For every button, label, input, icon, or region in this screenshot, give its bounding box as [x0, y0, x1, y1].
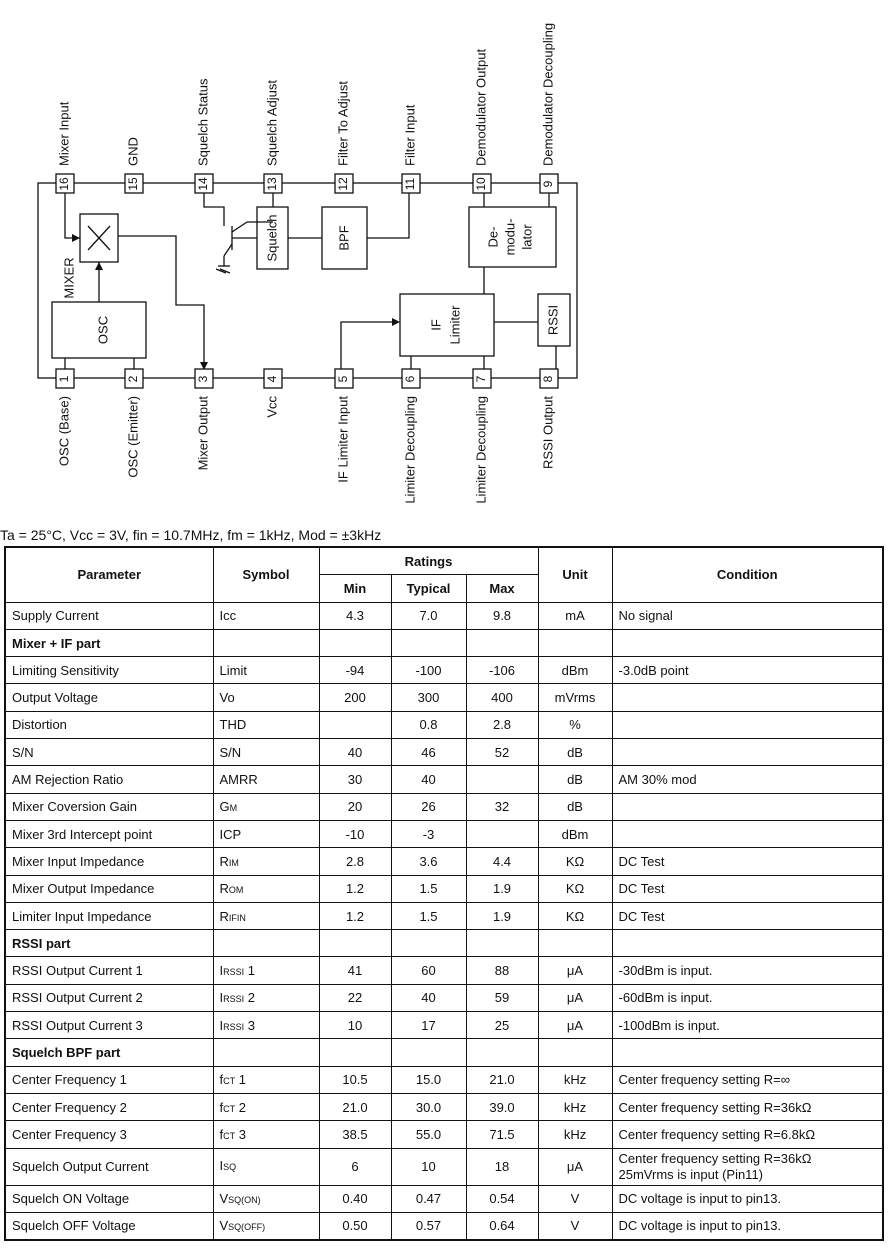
table-row	[5, 930, 883, 957]
condition-cell	[612, 984, 883, 1011]
symbol-cell	[213, 1148, 319, 1185]
pin-1-number: 1	[57, 375, 72, 383]
condition-cell	[612, 1121, 883, 1148]
min-cell: 6	[319, 1148, 391, 1185]
unit-cell: KΩ	[538, 875, 612, 902]
table-row	[5, 1066, 883, 1093]
pin-9-number: 9	[541, 180, 556, 188]
header-unit: Unit	[538, 547, 612, 602]
typical-cell: 26	[391, 793, 466, 820]
max-cell: 32	[466, 793, 538, 820]
max-cell: 4.4	[466, 848, 538, 875]
unit-cell: μA	[538, 1148, 612, 1185]
pin-7-number: 7	[474, 375, 489, 383]
min-cell: 10.5	[319, 1066, 391, 1093]
symbol-cell	[213, 1093, 319, 1120]
parameter-cell: Mixer 3rd Intercept point	[5, 820, 213, 847]
min-cell: 2.8	[319, 848, 391, 875]
parameter-cell: RSSI Output Current 3	[5, 1012, 213, 1039]
unit-cell: dBm	[538, 657, 612, 684]
pin-6-label: Limiter Decoupling	[402, 396, 418, 504]
parameter-cell: Mixer Coversion Gain	[5, 793, 213, 820]
max-cell: 9.8	[466, 602, 538, 629]
min-cell: 0.50	[319, 1212, 391, 1240]
parameter-cell: Distortion	[5, 711, 213, 738]
typical-cell: 40	[391, 984, 466, 1011]
symbol-main: I	[219, 1017, 224, 1033]
condition-text: Center frequency setting R=6.8kΩ	[618, 1126, 816, 1142]
condition-text: DC voltage is input to pin13.	[618, 1191, 782, 1207]
typical-cell: -100	[391, 657, 466, 684]
condition-cell	[612, 793, 883, 820]
electrical-characteristics-table	[4, 546, 884, 1241]
typical-cell: 55.0	[391, 1121, 466, 1148]
empty-cell	[538, 629, 612, 656]
unit-cell: μA	[538, 957, 612, 984]
symbol-cell	[213, 875, 319, 902]
demodulator-label-1: De-	[485, 226, 501, 248]
header-min: Min	[319, 575, 391, 602]
pin-10-label: Demodulator Output	[473, 48, 489, 166]
condition-text: AM 30% mod	[618, 772, 697, 788]
symbol-subscript: RSSI	[223, 994, 245, 1005]
pin-4-label: Vcc	[264, 396, 280, 418]
symbol-main: f	[219, 1099, 224, 1115]
typical-cell: 1.5	[391, 902, 466, 929]
parameter-cell: Output Voltage	[5, 684, 213, 711]
pin-3-number: 3	[196, 375, 211, 383]
condition-text: -100dBm is input.	[618, 1017, 720, 1033]
symbol-main: f	[219, 1072, 224, 1088]
symbol-main: V	[219, 1218, 229, 1234]
max-cell: 2.8	[466, 711, 538, 738]
condition-cell	[612, 902, 883, 929]
pin-16-label: Mixer Input	[56, 101, 72, 166]
pin-8-number: 8	[541, 375, 556, 383]
symbol-cell	[213, 657, 319, 684]
table-row	[5, 1185, 883, 1212]
empty-cell	[319, 930, 391, 957]
min-cell	[319, 711, 391, 738]
condition-cell	[612, 657, 883, 684]
max-cell: 59	[466, 984, 538, 1011]
condition-cell	[612, 1093, 883, 1120]
pin-4-number: 4	[265, 375, 280, 383]
symbol-subscript: IM	[228, 857, 239, 868]
condition-cell	[612, 602, 883, 629]
unit-cell: V	[538, 1185, 612, 1212]
typical-cell: 0.8	[391, 711, 466, 738]
table-row	[5, 657, 883, 684]
pin-5-number: 5	[336, 375, 351, 383]
condition-text: Center frequency setting R=∞	[618, 1072, 791, 1088]
parameter-cell: Mixer Input Impedance	[5, 848, 213, 875]
table-row	[5, 1121, 883, 1148]
table-row	[5, 848, 883, 875]
pin-9-label: Demodulator Decoupling	[540, 22, 556, 166]
symbol-subscript: OM	[228, 885, 244, 896]
parameter-cell: Squelch Output Current	[5, 1148, 213, 1185]
min-cell: 10	[319, 1012, 391, 1039]
condition-cell	[612, 848, 883, 875]
table-row	[5, 1012, 883, 1039]
min-cell: 38.5	[319, 1121, 391, 1148]
max-cell: 21.0	[466, 1066, 538, 1093]
table-row	[5, 1093, 883, 1120]
unit-cell: mA	[538, 602, 612, 629]
pin-14-number: 14	[196, 177, 211, 191]
table-row	[5, 766, 883, 793]
squelch-label: Squelch	[264, 214, 280, 262]
symbol-cell	[213, 902, 319, 929]
symbol-subscript: RSSI	[223, 967, 245, 978]
min-cell: 40	[319, 739, 391, 766]
max-cell: 52	[466, 739, 538, 766]
unit-cell: kHz	[538, 1066, 612, 1093]
unit-cell: kHz	[538, 1121, 612, 1148]
unit-cell: μA	[538, 984, 612, 1011]
condition-cell	[612, 957, 883, 984]
empty-cell	[391, 930, 466, 957]
empty-cell	[538, 1039, 612, 1066]
condition-cell	[612, 766, 883, 793]
symbol-cell	[213, 1012, 319, 1039]
typical-cell: 1.5	[391, 875, 466, 902]
symbol-cell	[213, 957, 319, 984]
min-cell: 20	[319, 793, 391, 820]
unit-cell: dB	[538, 766, 612, 793]
symbol-subscript: M	[229, 803, 238, 814]
parameter-cell: Center Frequency 1	[5, 1066, 213, 1093]
parameter-cell: Squelch OFF Voltage	[5, 1212, 213, 1240]
header-parameter: Parameter	[5, 547, 213, 602]
condition-text: DC Test	[618, 853, 665, 869]
symbol-cell	[213, 684, 319, 711]
symbol-suffix: 3	[244, 1017, 255, 1033]
min-cell: 22	[319, 984, 391, 1011]
unit-cell: μA	[538, 1012, 612, 1039]
table-row	[5, 629, 883, 656]
symbol-subscript: RSSI	[223, 1021, 245, 1032]
min-cell: 4.3	[319, 602, 391, 629]
condition-cell	[612, 711, 883, 738]
table-row	[5, 957, 883, 984]
symbol-subscript: SQ(OFF)	[228, 1222, 266, 1233]
symbol-cell	[213, 1185, 319, 1212]
unit-cell: dBm	[538, 820, 612, 847]
pin-10-number: 10	[474, 177, 489, 191]
min-cell: -94	[319, 657, 391, 684]
typical-cell: 17	[391, 1012, 466, 1039]
condition-text: DC Test	[618, 881, 665, 897]
symbol-suffix: 1	[235, 1072, 246, 1088]
min-cell: 30	[319, 766, 391, 793]
header-ratings: Ratings	[319, 547, 538, 575]
empty-cell	[319, 629, 391, 656]
symbol-subscript: SQ(ON)	[228, 1195, 261, 1206]
empty-cell	[466, 629, 538, 656]
condition-text: DC Test	[618, 908, 665, 924]
pin-5-label: IF Limiter Input	[335, 396, 351, 483]
symbol-subscript: IFIN	[228, 912, 246, 923]
condition-cell	[612, 1066, 883, 1093]
table-row	[5, 1039, 883, 1066]
pin-12-number: 12	[336, 177, 351, 191]
header-max: Max	[466, 575, 538, 602]
bpf-label: BPF	[336, 225, 352, 251]
max-cell: 71.5	[466, 1121, 538, 1148]
pin-8-label: RSSI Output	[540, 396, 556, 469]
min-cell: 1.2	[319, 875, 391, 902]
parameter-cell: Squelch ON Voltage	[5, 1185, 213, 1212]
symbol-suffix: 1	[244, 963, 255, 979]
unit-cell: KΩ	[538, 902, 612, 929]
typical-cell: 40	[391, 766, 466, 793]
demodulator-label-3: lator	[519, 224, 535, 250]
symbol-main: f	[219, 1126, 224, 1142]
max-cell: 25	[466, 1012, 538, 1039]
unit-cell: kHz	[538, 1093, 612, 1120]
parameter-cell: Limiting Sensitivity	[5, 657, 213, 684]
empty-cell	[538, 930, 612, 957]
symbol-subscript: CT	[223, 1130, 236, 1141]
min-cell: 1.2	[319, 902, 391, 929]
parameter-cell: AM Rejection Ratio	[5, 766, 213, 793]
symbol-main: I	[219, 1158, 224, 1174]
typical-cell: -3	[391, 820, 466, 847]
empty-cell	[612, 1039, 883, 1066]
symbol-main: ICP	[219, 826, 242, 842]
symbol-cell	[213, 602, 319, 629]
symbol-cell	[213, 1066, 319, 1093]
pin-12-label: Filter To Adjust	[335, 80, 351, 166]
symbol-main: V	[219, 1191, 229, 1207]
symbol-cell	[213, 739, 319, 766]
pin-11-number: 11	[403, 177, 418, 191]
empty-cell	[213, 629, 319, 656]
unit-cell: dB	[538, 793, 612, 820]
parameter-cell: Supply Current	[5, 602, 213, 629]
pin-2-label: OSC (Emitter)	[125, 396, 141, 478]
symbol-main: R	[219, 908, 229, 924]
parameter-cell: Center Frequency 3	[5, 1121, 213, 1148]
empty-cell	[612, 930, 883, 957]
table-row	[5, 739, 883, 766]
pin-14-label: Squelch Status	[195, 78, 211, 166]
pin-13-number: 13	[265, 177, 280, 191]
symbol-main: S/N	[219, 744, 242, 760]
typical-cell: 3.6	[391, 848, 466, 875]
symbol-cell	[213, 1212, 319, 1240]
max-cell: 400	[466, 684, 538, 711]
max-cell: 1.9	[466, 902, 538, 929]
min-cell: 0.40	[319, 1185, 391, 1212]
empty-cell	[213, 930, 319, 957]
typical-cell: 300	[391, 684, 466, 711]
typical-cell: 30.0	[391, 1093, 466, 1120]
table-row	[5, 875, 883, 902]
typical-cell: 0.57	[391, 1212, 466, 1240]
test-conditions: Ta = 25°C, Vcc = 3V, fin = 10.7MHz, fm = 1kHz, Mod = ±3kHz	[0, 527, 382, 543]
max-cell: 88	[466, 957, 538, 984]
table-row	[5, 711, 883, 738]
symbol-cell	[213, 820, 319, 847]
condition-text: DC voltage is input to pin13.	[618, 1218, 782, 1234]
max-cell: 18	[466, 1148, 538, 1185]
rssi-label: RSSI	[545, 304, 561, 336]
section-title: RSSI part	[5, 930, 213, 957]
symbol-suffix: 3	[235, 1126, 246, 1142]
pin-15-label: GND	[125, 137, 141, 166]
max-cell: -106	[466, 657, 538, 684]
symbol-cell	[213, 766, 319, 793]
symbol-subscript: CT	[223, 1103, 236, 1114]
symbol-main: Vo	[219, 690, 235, 706]
parameter-cell: Center Frequency 2	[5, 1093, 213, 1120]
condition-cell	[612, 684, 883, 711]
table-row	[5, 1148, 883, 1185]
pin-13-label: Squelch Adjust	[264, 79, 280, 166]
symbol-main: I	[219, 963, 224, 979]
header-condition: Condition	[612, 547, 883, 602]
symbol-main: Limit	[219, 662, 247, 678]
pin-16-number: 16	[57, 177, 72, 191]
condition-text: -3.0dB point	[618, 662, 689, 678]
max-cell: 39.0	[466, 1093, 538, 1120]
pin-6-number: 6	[403, 375, 418, 383]
symbol-cell	[213, 848, 319, 875]
table-row	[5, 1212, 883, 1240]
condition-cell	[612, 739, 883, 766]
symbol-subscript: SQ	[223, 1162, 237, 1173]
typical-cell: 7.0	[391, 602, 466, 629]
table-row	[5, 984, 883, 1011]
pin-1-label: OSC (Base)	[56, 396, 72, 467]
max-cell	[466, 766, 538, 793]
symbol-main: AMRR	[219, 772, 258, 788]
parameter-cell: Limiter Input Impedance	[5, 902, 213, 929]
max-cell: 1.9	[466, 875, 538, 902]
empty-cell	[319, 1039, 391, 1066]
demodulator-label-2: modu-	[502, 218, 518, 256]
parameter-cell: RSSI Output Current 1	[5, 957, 213, 984]
table-row	[5, 820, 883, 847]
table-row	[5, 602, 883, 629]
limiter-label-2: Limiter	[447, 305, 463, 345]
pin-7-label: Limiter Decoupling	[473, 396, 489, 504]
unit-cell: V	[538, 1212, 612, 1240]
table-row	[5, 793, 883, 820]
table-row	[5, 684, 883, 711]
condition-text: -30dBm is input.	[618, 963, 713, 979]
empty-cell	[466, 1039, 538, 1066]
condition-cell	[612, 1012, 883, 1039]
unit-cell: %	[538, 711, 612, 738]
parameter-cell: Mixer Output Impedance	[5, 875, 213, 902]
min-cell: 21.0	[319, 1093, 391, 1120]
unit-cell: mVrms	[538, 684, 612, 711]
condition-cell	[612, 1185, 883, 1212]
symbol-main: THD	[219, 717, 247, 733]
section-title: Mixer + IF part	[5, 629, 213, 656]
table-row	[5, 902, 883, 929]
empty-cell	[612, 629, 883, 656]
block-diagram	[0, 0, 888, 525]
typical-cell: 60	[391, 957, 466, 984]
symbol-subscript: CT	[223, 1076, 236, 1087]
condition-cell	[612, 875, 883, 902]
symbol-cell	[213, 984, 319, 1011]
typical-cell: 46	[391, 739, 466, 766]
section-title: Squelch BPF part	[5, 1039, 213, 1066]
condition-text: -60dBm is input.	[618, 990, 713, 1006]
condition-cell	[612, 1212, 883, 1240]
parameter-cell: S/N	[5, 739, 213, 766]
symbol-suffix: 2	[244, 990, 255, 1006]
symbol-main: R	[219, 853, 229, 869]
max-cell	[466, 820, 538, 847]
condition-cell	[612, 1148, 883, 1185]
parameter-cell: RSSI Output Current 2	[5, 984, 213, 1011]
typical-cell: 15.0	[391, 1066, 466, 1093]
header-typical: Typical	[391, 575, 466, 602]
pin-15-number: 15	[126, 177, 141, 191]
max-cell: 0.64	[466, 1212, 538, 1240]
symbol-cell	[213, 793, 319, 820]
limiter-label-1: IF	[428, 319, 444, 331]
symbol-suffix: 2	[235, 1099, 246, 1115]
pin-3-label: Mixer Output	[195, 396, 211, 471]
min-cell: 41	[319, 957, 391, 984]
max-cell: 0.54	[466, 1185, 538, 1212]
symbol-cell	[213, 711, 319, 738]
osc-label: OSC	[95, 315, 111, 345]
empty-cell	[391, 629, 466, 656]
condition-text-2: 25mVrms is input (Pin11)	[618, 1166, 764, 1182]
mixer-label: MIXER	[61, 257, 77, 299]
typical-cell: 10	[391, 1148, 466, 1185]
symbol-main: Icc	[219, 608, 237, 624]
symbol-main: R	[219, 881, 229, 897]
pin-11-label: Filter Input	[402, 104, 418, 166]
condition-text: Center frequency setting R=36kΩ	[618, 1150, 812, 1166]
pin-2-number: 2	[126, 375, 141, 383]
typical-cell: 0.47	[391, 1185, 466, 1212]
empty-cell	[466, 930, 538, 957]
symbol-main: G	[219, 799, 230, 815]
unit-cell: KΩ	[538, 848, 612, 875]
condition-cell	[612, 820, 883, 847]
symbol-cell	[213, 1121, 319, 1148]
empty-cell	[391, 1039, 466, 1066]
symbol-main: I	[219, 990, 224, 1006]
min-cell: -10	[319, 820, 391, 847]
empty-cell	[213, 1039, 319, 1066]
min-cell: 200	[319, 684, 391, 711]
unit-cell: dB	[538, 739, 612, 766]
condition-text: No signal	[618, 608, 673, 624]
header-symbol: Symbol	[213, 547, 319, 602]
condition-text: Center frequency setting R=36kΩ	[618, 1099, 812, 1115]
